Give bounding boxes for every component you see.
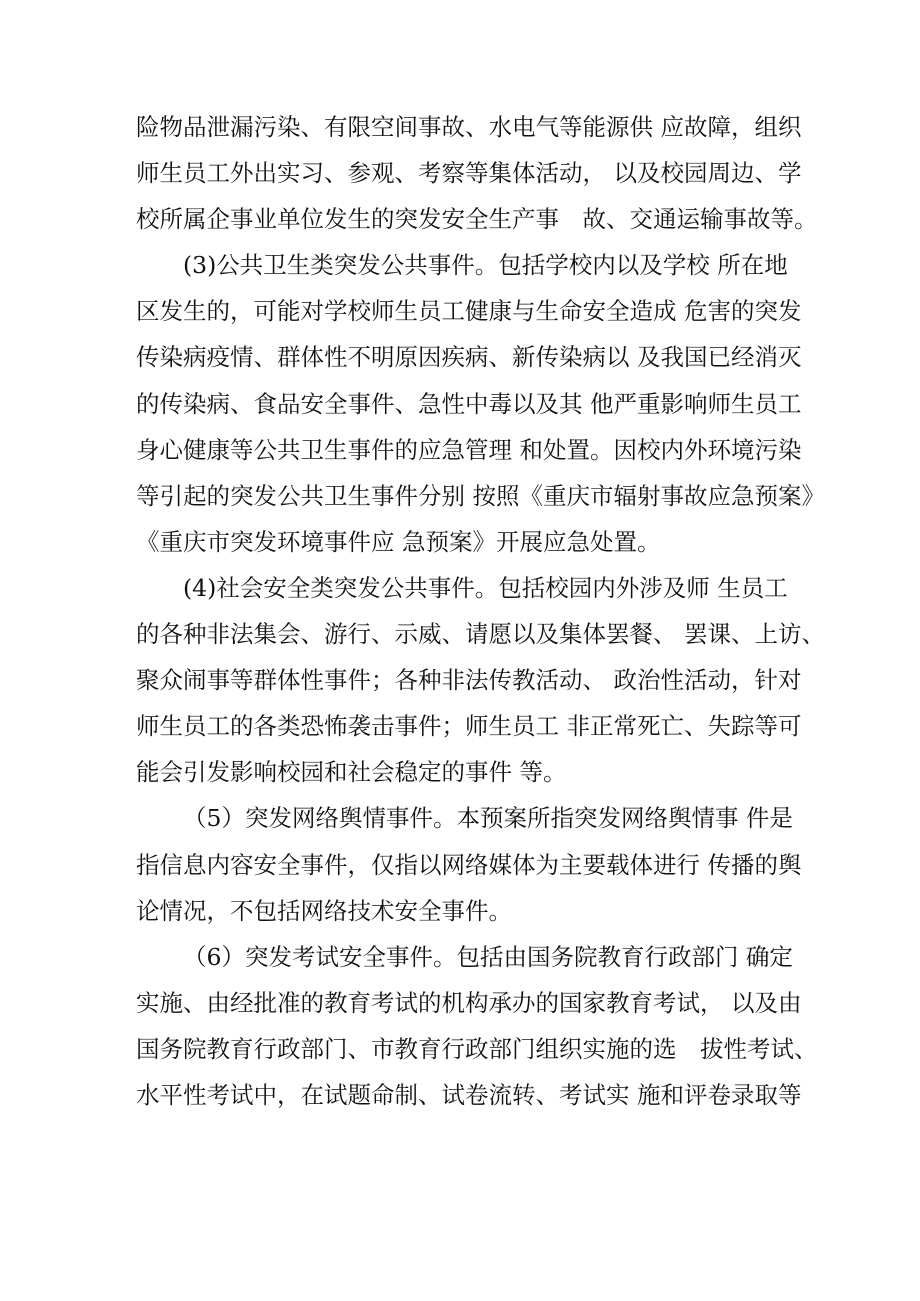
paragraph-continuation <box>136 104 818 242</box>
paragraph-exam-security <box>136 934 818 1118</box>
text-line: 国务院教育行政部门、市教育行政部门组织实施的选 拔性考试、 <box>136 1034 818 1063</box>
text-line: 传染病疫情、群体性不明原因疾病、新传染病以 及我国已经消灭 <box>136 343 802 372</box>
text-line: （5）突发网络舆情事件。本预案所指突发网络舆情事 件是 <box>183 804 793 833</box>
text-line: 论情况，不包括网络技术安全事件。 <box>136 896 512 925</box>
text-line: 师生员工的各类恐怖袭击事件；师生员工 非正常死亡、失踪等可 <box>136 712 802 741</box>
text-line: 的各种非法集会、游行、示威、请愿以及集体罢餐、 罢课、上访、 <box>136 620 825 649</box>
paragraph-public-health <box>136 242 825 565</box>
text-line: 校所属企事业单位发生的突发安全生产事 故、交通运输事故等。 <box>136 205 818 234</box>
text-line: 《重庆市突发环境事件应 急预案》开展应急处置。 <box>136 527 661 556</box>
text-line: (3)公共卫生类突发公共事件。包括学校内以及学校 所在地 <box>183 251 788 280</box>
text-line: 的传染病、食品安全事件、急性中毒以及其 他严重影响师生员工 <box>136 389 802 418</box>
text-line: 聚众闹事等群体性事件；各种非法传教活动、 政治性活动，针对 <box>136 666 802 695</box>
text-line: 区发生的，可能对学校师生员工健康与生命安全造成 危害的突发 <box>136 297 802 326</box>
text-line: 能会引发影响校园和社会稳定的事件 等。 <box>136 758 567 787</box>
text-line: 身心健康等公共卫生事件的应急管理 和处置。因校内外环境污染 <box>136 435 802 464</box>
text-line: 水平性考试中，在试题命制、试卷流转、考试实 施和评卷录取等 <box>136 1080 802 1109</box>
text-line: 师生员工外出实习、参观、考察等集体活动， 以及校园周边、学 <box>136 159 802 188</box>
text-line: 险物品泄漏污染、有限空间事故、水电气等能源供 应故障，组织 <box>136 113 802 141</box>
text-line: 指信息内容安全事件，仅指以网络媒体为主要载体进行 传播的舆 <box>136 850 802 879</box>
text-line: （6）突发考试安全事件。包括由国务院教育行政部门 确定 <box>183 942 793 971</box>
paragraph-social-security <box>136 565 825 795</box>
paragraph-network-opinion <box>136 795 806 933</box>
text-line: 等引起的突发公共卫生事件分别 按照《重庆市辐射事故应急预案》 <box>136 481 825 510</box>
body-text <box>136 104 825 1118</box>
text-line: 实施、由经批准的教育考试的机构承办的国家教育考试， 以及由 <box>136 988 802 1017</box>
text-line: (4)社会安全类突发公共事件。包括校园内外涉及师 生员工 <box>183 573 788 602</box>
